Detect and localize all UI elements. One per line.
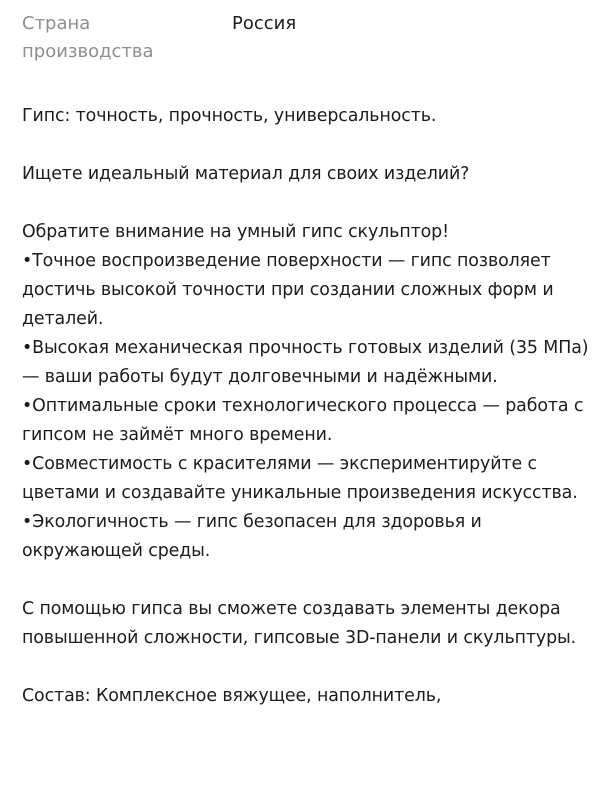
feature-bullet: •Экологичность — гипс безопасен для здоровья и окружающей среды.	[22, 512, 482, 561]
spec-row-country	[0, 0, 612, 80]
feature-bullet: •Оптимальные сроки технологического процесса — работа с гипсом не займёт много времени.	[22, 396, 584, 445]
spec-value: Россия	[232, 13, 297, 34]
composition-paragraph: Состав: Комплексное вяжущее, наполнитель,	[22, 686, 442, 706]
description-paragraph: С помощью гипса вы сможете создавать элементы декора повышенной сложности, гипсовые 3D-панели и скульптуры.	[22, 599, 577, 648]
description-paragraph: Ищете идеальный материал для своих изделий?	[22, 164, 470, 184]
feature-bullet: •Совместимость с красителями — экспериментируйте с цветами и создавайте уникальные произведения искусства.	[22, 454, 578, 503]
feature-bullet: •Высокая механическая прочность готовых изделий (35 МПа) — ваши работы будут долговечными и надёжными.	[22, 338, 589, 387]
feature-bullet: •Точное воспроизведение поверхности — гипс позволяет достичь высокой точности при создании сложных форм и деталей.	[22, 251, 554, 329]
description-paragraph: Гипс: точность, прочность, универсальность.	[22, 106, 437, 126]
description-line: Обратите внимание на умный гипс скульптор!	[22, 222, 449, 242]
spec-key: Страна производства	[22, 13, 154, 62]
product-description	[22, 102, 597, 740]
description-paragraph	[22, 218, 597, 566]
